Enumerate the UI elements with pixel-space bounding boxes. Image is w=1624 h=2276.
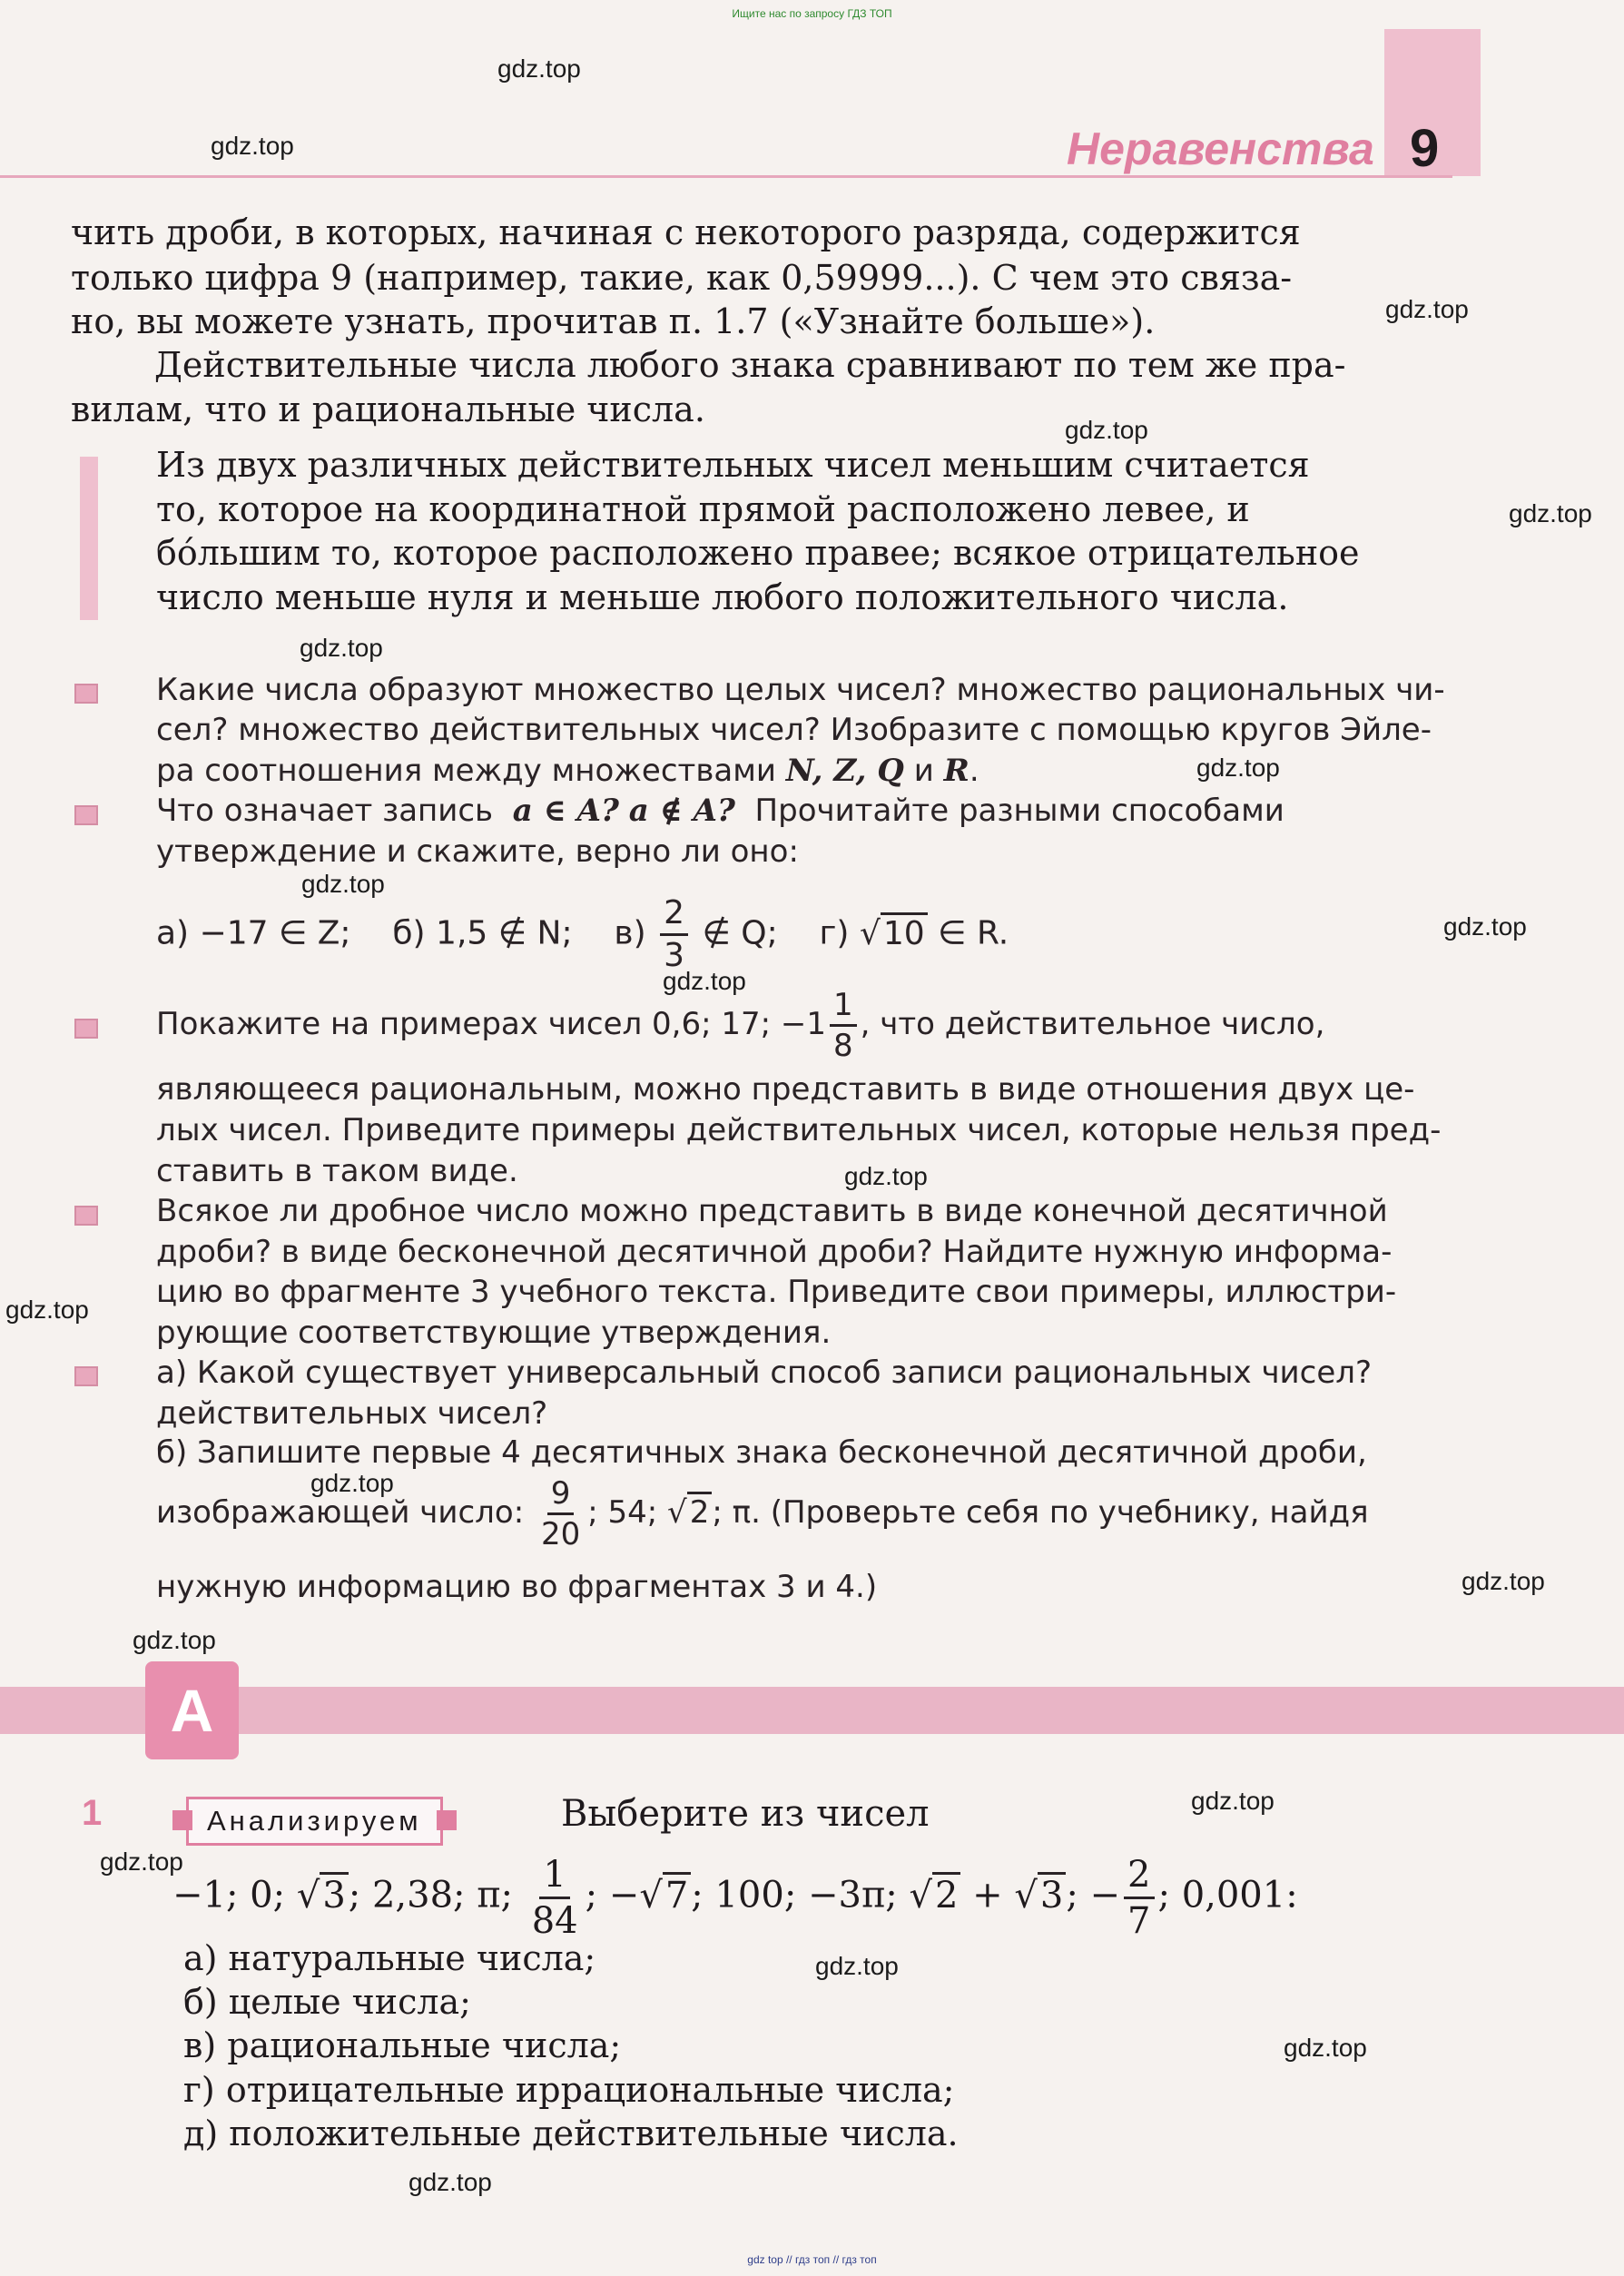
question-bullet [74, 1206, 98, 1226]
q2-option-d-rest: ∈ R. [938, 914, 1009, 952]
q2-option-b: б) 1,5 ∉ N; [392, 914, 573, 952]
radicand: 3 [320, 1872, 348, 1916]
exercise-numbers [172, 1854, 1298, 1942]
q4-line: дроби? в виде бесконечной десятичной дроби? Найдите нужную информа- [156, 1234, 1393, 1270]
exercise-number: 1 [82, 1793, 103, 1833]
question-bullet [74, 684, 98, 704]
q3-line: ставить в таком виде. [156, 1153, 518, 1189]
answer-item: а) натуральные числа; [183, 1938, 596, 1978]
fraction-numerator: 9 [547, 1478, 575, 1515]
paragraph1-line: только цифра 9 (например, такие, как 0,59999...). С чем это связа- [71, 258, 1293, 298]
q4-line: рующие соответствующие утверждения. [156, 1315, 832, 1351]
watermark: gdz.top [1191, 1787, 1275, 1815]
q2-text: Что означает запись [156, 793, 494, 829]
q5-text: ; 54; [587, 1494, 658, 1531]
analyze-tag: Анализируем [186, 1797, 443, 1846]
watermark: gdz.top [1509, 499, 1592, 527]
fraction-numerator: 2 [1124, 1857, 1154, 1899]
watermark: gdz.top [844, 1162, 928, 1190]
watermark: gdz.top [1443, 912, 1527, 941]
fraction-denominator: 84 [531, 1900, 578, 1942]
radicand: 7 [663, 1872, 691, 1916]
q5-line: нужную информацию во фрагментах 3 и 4.) [156, 1569, 878, 1605]
sqrt-symbol: √7 [639, 1875, 691, 1916]
sqrt-symbol: √2 [667, 1494, 712, 1531]
q2-option-c-label: в) [614, 914, 646, 952]
q1-set-r: R [943, 753, 969, 789]
watermark: gdz.top [1284, 2034, 1367, 2062]
paragraph2-line: Действительные числа любого знака сравнивают по тем же пра- [154, 345, 1346, 385]
q3-line: лых чисел. Приведите примеры действительных чисел, которые нельзя пред- [156, 1112, 1442, 1148]
watermark: gdz.top [301, 870, 385, 898]
radicand: 2 [932, 1872, 960, 1916]
q3-fraction [830, 987, 857, 1064]
radicand: 10 [881, 912, 928, 952]
q2-option-d-label: г) [819, 914, 850, 952]
q5-line: б) Запишите первые 4 десятичных знака бесконечной десятичной дроби, [156, 1434, 1367, 1471]
fraction-numerator: 2 [660, 897, 688, 936]
sqrt-symbol: √2 [909, 1875, 960, 1916]
watermark: gdz.top [5, 1296, 89, 1324]
sqrt-symbol: √3 [297, 1875, 349, 1916]
q1-line: сел? множество действительных чисел? Изобразите с помощью кругов Эйле- [156, 712, 1432, 748]
q4-line: Всякое ли дробное число можно представить в виде конечной десятичной [156, 1193, 1388, 1229]
q5-text: изображающей число: [156, 1494, 525, 1531]
watermark: gdz.top [815, 1952, 899, 1980]
answer-item: г) отрицательные иррациональные числа; [183, 2070, 955, 2110]
q1-end: . [969, 753, 979, 789]
definition-line: число меньше нуля и меньше любого положительного числа. [156, 577, 1289, 617]
q2-options [156, 894, 1009, 974]
watermark: gdz.top [1065, 416, 1148, 444]
q3-line [156, 987, 1325, 1064]
q3-text: , что действительное число, [860, 1006, 1325, 1042]
radicand: 3 [1038, 1872, 1066, 1916]
q4-line: цию во фрагменте 3 учебного текста. Приведите свои примеры, иллюстри- [156, 1274, 1397, 1310]
fraction-denominator: 3 [664, 937, 684, 974]
watermark: gdz.top [1462, 1567, 1545, 1595]
watermark: gdz.top [100, 1847, 183, 1876]
watermark: gdz.top [663, 967, 746, 995]
footer-note: gdz top // гдз топ // гдз топ [747, 2253, 877, 2266]
sqrt-symbol: √10 [860, 915, 928, 952]
sqrt-symbol: √3 [1014, 1875, 1066, 1916]
fraction-denominator: 7 [1127, 1900, 1151, 1942]
q2-line: утверждение и скажите, верно ли оно: [156, 833, 799, 870]
definition-line: то, которое на координатной прямой расположено левее, и [156, 489, 1250, 529]
q2-expr: a ∈ A? [512, 793, 619, 829]
q5-line: действительных чисел? [156, 1395, 548, 1432]
number-item: −1; 0; [172, 1874, 286, 1916]
page-number: 9 [1410, 119, 1440, 178]
question-bullet [74, 805, 98, 825]
top-note: Ищите нас по запросу ГДЗ ТОП [732, 7, 892, 20]
definition-marker [80, 457, 98, 620]
q5-text: ; π. (Проверьте себя по учебнику, найдя [712, 1494, 1369, 1531]
definition-line: Из двух различных действительных чисел меньшим считается [156, 445, 1310, 485]
fraction-numerator: 1 [830, 990, 857, 1027]
paragraph1-line: чить дроби, в которых, начиная с некоторого разряда, содержится [71, 212, 1301, 252]
section-title: Неравенства [1067, 123, 1374, 174]
watermark: gdz.top [1385, 295, 1469, 323]
q3-line: являющееся рациональным, можно представить в виде отношения двух це- [156, 1071, 1415, 1108]
fraction [1124, 1854, 1154, 1942]
number-item: ; 2,38; π; [348, 1874, 513, 1916]
q5-line [156, 1475, 1369, 1552]
radicand: 2 [687, 1492, 713, 1531]
watermark: gdz.top [211, 132, 294, 160]
section-band [0, 1687, 1624, 1734]
paragraph2-line: вилам, что и рациональные числа. [71, 389, 705, 429]
section-a-badge: A [145, 1661, 239, 1759]
q2-line [156, 793, 1284, 829]
q1-sets: N, Z, Q [785, 753, 904, 789]
q5-line: а) Какой существует универсальный способ записи рациональных чисел? [156, 1355, 1373, 1391]
q2-text: Прочитайте разными способами [754, 793, 1284, 829]
number-item: ; 100; −3π; [691, 1874, 898, 1916]
number-item: ; 0,001: [1157, 1874, 1298, 1916]
fraction [528, 1854, 582, 1942]
fraction-numerator: 1 [539, 1857, 569, 1899]
plus-sign: + [972, 1874, 1003, 1916]
definition-line: бóльшим то, которое расположено правее; всякое отрицательное [156, 533, 1360, 573]
q2-option-c-rest: ∉ Q; [702, 914, 778, 952]
number-item: ; − [1066, 1874, 1121, 1916]
q2-expr: a ∉ A? [628, 793, 735, 829]
number-item: ; − [585, 1874, 640, 1916]
exercise-prompt: Выберите из чисел [561, 1793, 930, 1835]
answer-item: б) целые числа; [183, 1982, 471, 2022]
watermark: gdz.top [310, 1469, 394, 1497]
q5-fraction [537, 1475, 584, 1552]
paragraph1-line: но, вы можете узнать, прочитав п. 1.7 («Узнайте больше»). [71, 301, 1156, 341]
q3-text: Покажите на примерах чисел 0,6; 17; −1 [156, 1006, 827, 1042]
q1-text: ра соотношения между множествами [156, 753, 776, 789]
watermark: gdz.top [497, 54, 581, 83]
question-bullet [74, 1366, 98, 1386]
fraction-denominator: 8 [833, 1028, 853, 1064]
q2-option-a: а) −17 ∈ Z; [156, 914, 351, 952]
answer-item: д) положительные действительные числа. [183, 2113, 959, 2153]
watermark: gdz.top [300, 634, 383, 662]
q1-line [156, 753, 979, 789]
q2-option-c-fraction [660, 894, 688, 974]
fraction-denominator: 20 [540, 1516, 581, 1552]
answer-item: в) рациональные числа; [183, 2025, 622, 2065]
q1-and: и [913, 753, 934, 789]
header-rule [0, 175, 1452, 178]
watermark: gdz.top [1196, 754, 1280, 782]
question-bullet [74, 1019, 98, 1039]
q1-line: Какие числа образуют множество целых чисел? множество рациональных чи- [156, 672, 1445, 708]
watermark: gdz.top [408, 2168, 492, 2196]
watermark: gdz.top [133, 1626, 216, 1654]
